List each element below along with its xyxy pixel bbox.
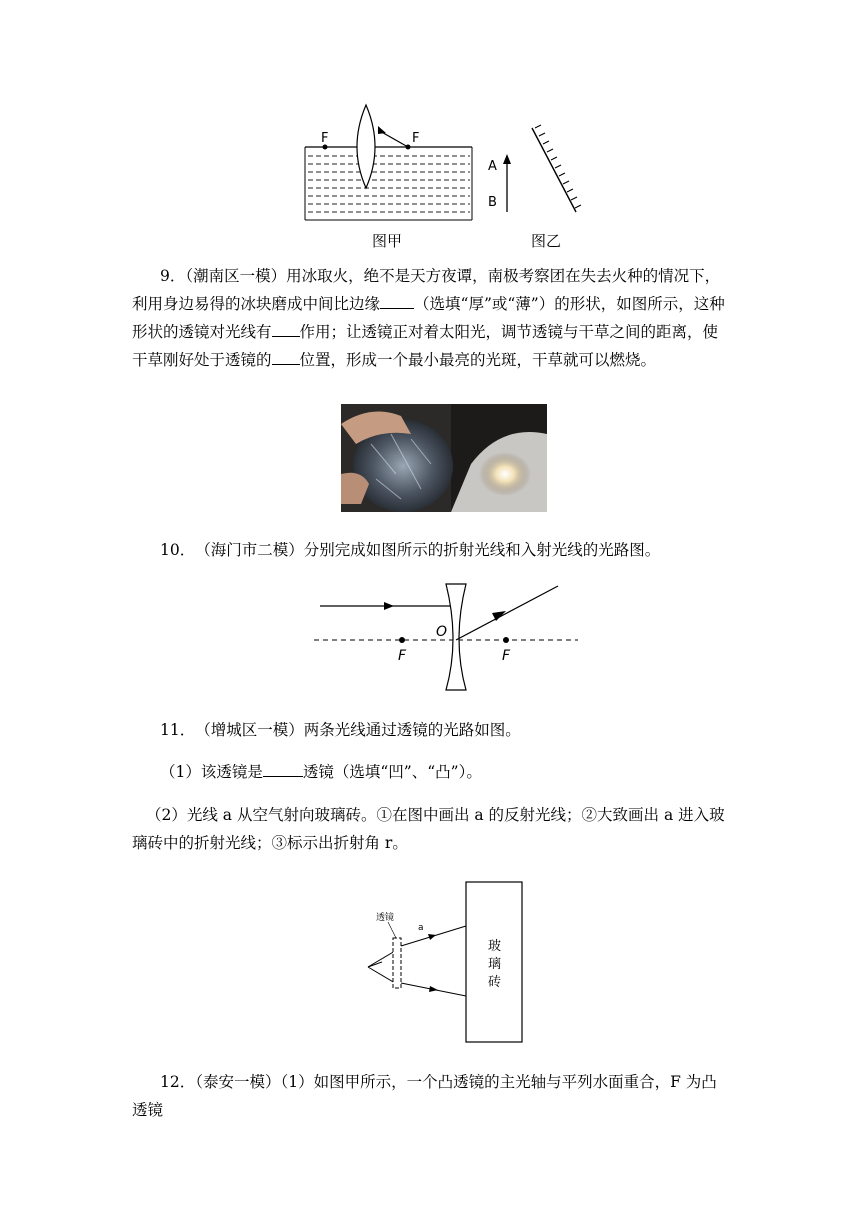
optical-center-label: O <box>436 624 448 640</box>
caption-fig-yi: 图乙 <box>531 232 562 250</box>
part-1-text-b: 透镜（选填“凹”、“凸”）。 <box>302 763 482 781</box>
lens-label: 透镜 <box>376 913 395 923</box>
figure-mirror <box>480 118 590 218</box>
figure-lens-glass-brick <box>360 880 526 1046</box>
focus-label-right: F <box>412 131 420 146</box>
point-a-label: A <box>488 159 497 174</box>
caption-fig-jia: 图甲 <box>372 232 403 250</box>
question-11-part-2: （2）光线 a 从空气射向玻璃砖。①在图中画出 a 的反射光线；②大致画出 a 进入玻璃砖中的折射光线；③标示出折射角 r。 <box>132 806 725 852</box>
figure-lens-water <box>300 100 480 225</box>
question-9-text-4: 位置，形成一个最小最亮的光斑，干草就可以燃烧。 <box>299 351 657 369</box>
question-9-text-1: （潮南区一模）用冰取火，绝不是天方夜谭，南极考察团在失去火种的情况下，利用身边易得的冰块磨成中间比边缘 <box>132 267 721 313</box>
brick-label-1: 玻 <box>488 939 502 954</box>
answer-blank-lens-type[interactable] <box>263 761 303 778</box>
part-1-text-a: （1）该透镜是 <box>160 763 263 781</box>
answer-blank-position[interactable] <box>272 349 300 366</box>
brick-label-3: 砖 <box>488 975 502 990</box>
question-12: 12．（泰安一模）（1）如图甲所示，一个凸透镜的主光轴与平列水面重合，F 为凸透镜 <box>132 1073 717 1119</box>
focus-label-right: F <box>502 648 511 664</box>
question-11-part-1 <box>160 758 760 786</box>
question-10: 10． （海门市二模）分别完成如图所示的折射光线和入射光线的光路图。 <box>160 541 661 559</box>
question-9-number: 9． <box>160 267 186 285</box>
point-b-label: B <box>488 195 497 210</box>
question-9-text-3: 作用；让透镜正对着太阳光，调节透镜与干草之间的距离，使干草刚好处于透镜的 <box>132 323 719 369</box>
ray-a-label: a <box>418 923 424 933</box>
question-9-text-2: （选填“厚”或“薄”）的形状，如图所示，这种形状的透镜对光线有 <box>132 295 725 341</box>
focus-label-left: F <box>398 648 407 664</box>
question-9 <box>132 262 732 374</box>
question-11: 11． （增城区一模）两条光线通过透镜的光路如图。 <box>160 721 521 739</box>
photo-ice-lens <box>341 404 547 512</box>
brick-label-2: 璃 <box>488 957 502 972</box>
answer-blank-thickness[interactable] <box>380 293 414 310</box>
answer-blank-effect[interactable] <box>272 321 300 338</box>
focus-label-left: F <box>321 131 329 146</box>
figure-concave-lens <box>310 578 582 694</box>
